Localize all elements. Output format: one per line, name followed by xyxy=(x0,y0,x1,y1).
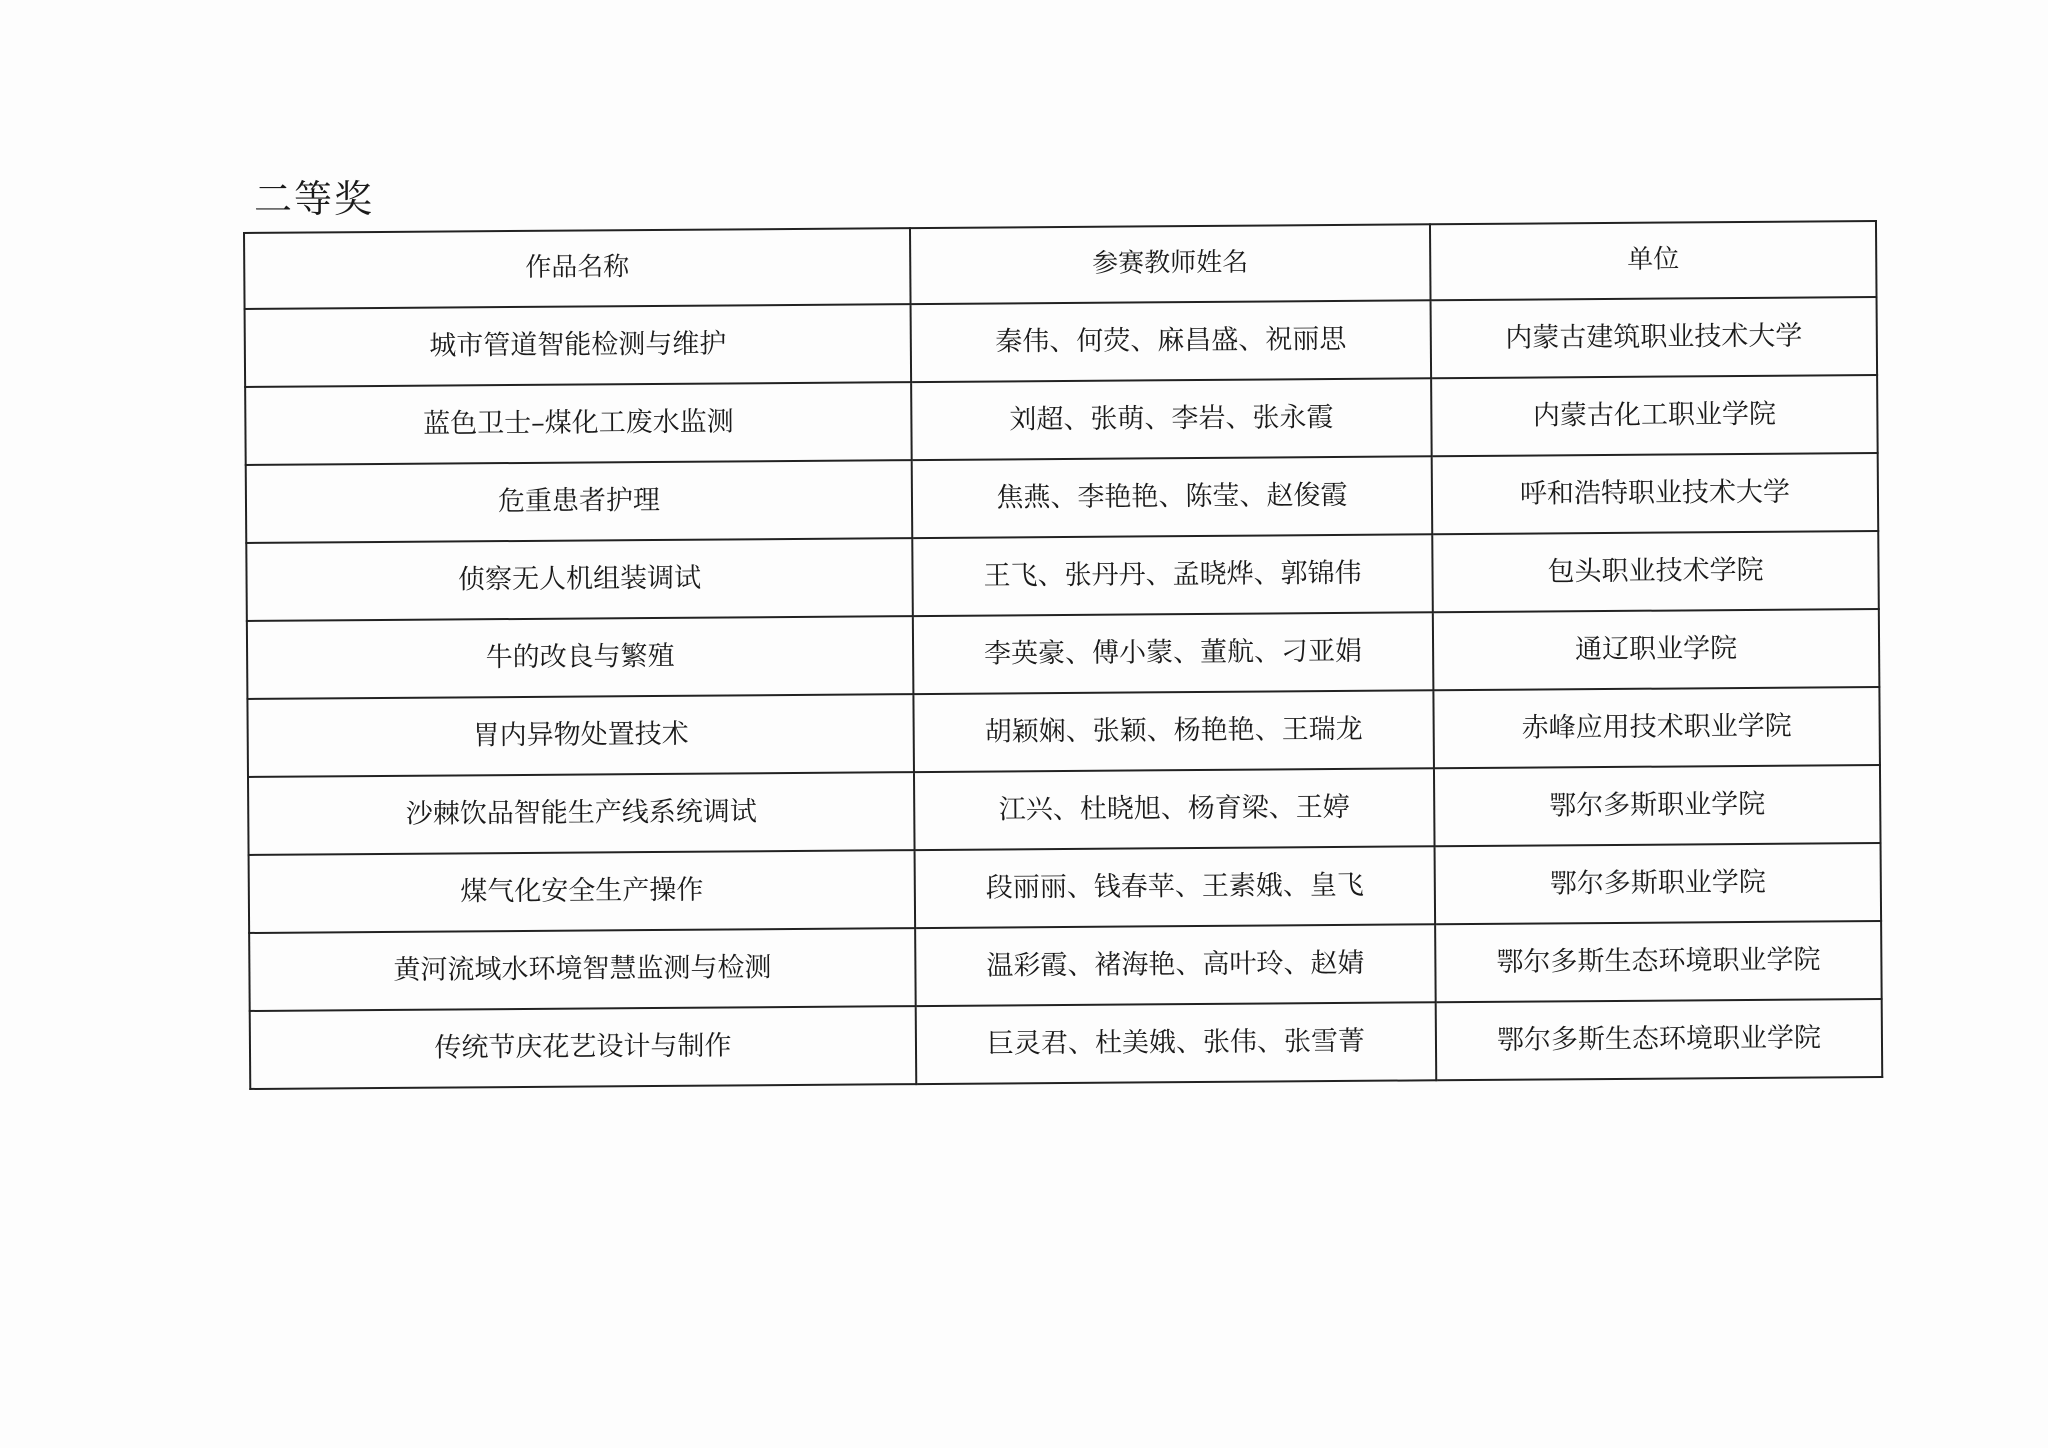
header-unit: 单位 xyxy=(1430,221,1877,300)
cell-unit: 鄂尔多斯职业学院 xyxy=(1434,765,1881,846)
table-row xyxy=(247,609,1880,699)
cell-teacher-names: 王飞、张丹丹、孟晓烨、郭锦伟 xyxy=(912,534,1433,616)
cell-teacher-names: 李英豪、傅小蒙、董航、刁亚娟 xyxy=(913,612,1434,694)
cell-unit: 赤峰应用技术职业学院 xyxy=(1433,687,1880,768)
table-row xyxy=(246,531,1879,621)
award-heading: 二等奖 xyxy=(254,177,375,221)
cell-teacher-names: 段丽丽、钱春苹、王素娥、皇飞 xyxy=(915,846,1436,928)
cell-unit: 鄂尔多斯生态环境职业学院 xyxy=(1436,999,1883,1080)
table-row xyxy=(250,999,1883,1089)
cell-teacher-names: 巨灵君、杜美娥、张伟、张雪菁 xyxy=(916,1002,1437,1084)
cell-unit: 鄂尔多斯职业学院 xyxy=(1435,843,1882,924)
cell-teacher-names: 秦伟、何荧、麻昌盛、祝丽思 xyxy=(911,300,1432,382)
table-row xyxy=(246,453,1879,543)
cell-work-name: 传统节庆花艺设计与制作 xyxy=(250,1006,917,1089)
cell-work-name: 侦察无人机组装调试 xyxy=(246,538,913,621)
table-row xyxy=(245,375,1878,465)
table-row xyxy=(249,921,1882,1011)
cell-teacher-names: 刘超、张萌、李岩、张永霞 xyxy=(911,378,1432,460)
cell-unit: 包头职业技术学院 xyxy=(1432,531,1879,612)
table-row xyxy=(249,843,1882,933)
cell-unit: 内蒙古建筑职业技术大学 xyxy=(1431,297,1878,378)
header-teacher-names: 参赛教师姓名 xyxy=(910,224,1431,304)
cell-unit: 鄂尔多斯生态环境职业学院 xyxy=(1435,921,1882,1002)
cell-teacher-names: 温彩霞、褚海艳、高叶玲、赵婧 xyxy=(915,924,1436,1006)
award-table xyxy=(243,220,1883,1090)
cell-unit: 呼和浩特职业技术大学 xyxy=(1432,453,1879,534)
cell-teacher-names: 胡颖娴、张颖、杨艳艳、王瑞龙 xyxy=(913,690,1434,772)
cell-work-name: 沙棘饮品智能生产线系统调试 xyxy=(248,772,915,855)
table-row xyxy=(245,297,1878,387)
cell-work-name: 黄河流域水环境智慧监测与检测 xyxy=(249,928,916,1011)
cell-work-name: 危重患者护理 xyxy=(246,460,913,543)
cell-work-name: 胃内异物处置技术 xyxy=(247,694,914,777)
cell-work-name: 煤气化安全生产操作 xyxy=(249,850,916,933)
table-header-row xyxy=(244,221,1877,309)
cell-work-name: 蓝色卫士–煤化工废水监测 xyxy=(245,382,912,465)
cell-work-name: 牛的改良与繁殖 xyxy=(247,616,914,699)
cell-teacher-names: 焦燕、李艳艳、陈莹、赵俊霞 xyxy=(912,456,1433,538)
cell-teacher-names: 江兴、杜晓旭、杨育梁、王婷 xyxy=(914,768,1435,850)
header-work-name: 作品名称 xyxy=(244,228,911,309)
cell-work-name: 城市管道智能检测与维护 xyxy=(245,304,912,387)
cell-unit: 通辽职业学院 xyxy=(1433,609,1880,690)
table-row xyxy=(247,687,1880,777)
table-row xyxy=(248,765,1881,855)
cell-unit: 内蒙古化工职业学院 xyxy=(1431,375,1878,456)
